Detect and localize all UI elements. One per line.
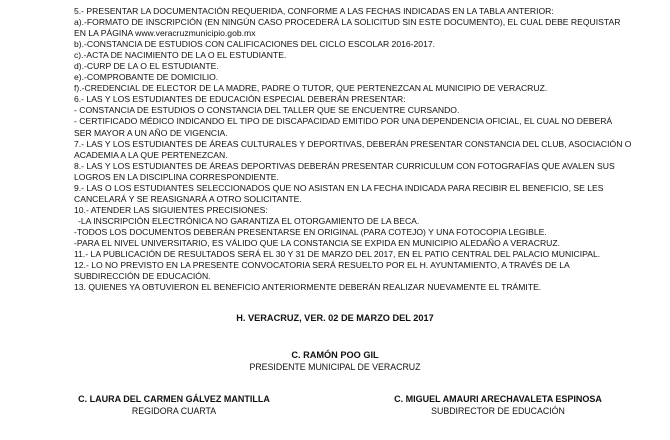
date-line: H. VERACRUZ, VER. 02 DE MARZO DEL 2017 bbox=[236, 313, 434, 323]
signatory-right-title: SUBDIRECTOR DE EDUCACIÓN bbox=[431, 406, 565, 416]
text-line: e).-COMPROBANTE DE DOMICILIO. bbox=[74, 72, 219, 83]
text-line: EN LA PÁGINA www.veracruzmunicipio.gob.mx bbox=[74, 28, 256, 39]
text-line: d).-CURP DE LA O EL ESTUDIANTE. bbox=[74, 61, 219, 72]
text-line: -TODOS LOS DOCUMENTOS DEBERÁN PRESENTARSE EN ORIGINAL (PARA COTEJO) Y UNA FOTOCOPIA LEGIBLE. bbox=[74, 226, 547, 237]
signatory-left-name: C. LAURA DEL CARMEN GÁLVEZ MANTILLA bbox=[78, 394, 270, 404]
president-title: PRESIDENTE MUNICIPAL DE VERACRUZ bbox=[249, 362, 421, 372]
text-line: 7.- LAS Y LOS ESTUDIANTES DE ÁREAS CULTURALES Y DEPORTIVAS, DEBERÁN PRESENTAR CONSTANCIA DEL CLUB, ASOCIACIÓN O bbox=[74, 138, 632, 149]
text-line: - CERTIFICADO MÉDICO INDICANDO EL TIPO DE DISCAPACIDAD EMITIDO POR UNA DEPENDENCIA OFICIAL, EL CUAL NO DEBERÁ bbox=[74, 116, 613, 127]
text-line: SER MAYOR A UN AÑO DE VIGENCIA. bbox=[74, 127, 228, 138]
text-line: ACADEMIA A LA QUE PERTENEZCAN. bbox=[74, 149, 228, 160]
text-line: 5.- PRESENTAR LA DOCUMENTACIÓN REQUERIDA, CONFORME A LAS FECHAS INDICADAS EN LA TABLA ANTERIOR: bbox=[74, 6, 554, 16]
text-line: 9.- LAS O LOS ESTUDIANTES SELECCIONADOS QUE NO ASISTAN EN LA FECHA INDICADA PARA RECIBIR EL BENEFICIO, SE LES bbox=[74, 182, 604, 193]
text-line: 11.- LA PUBLICACIÓN DE RESULTADOS SERÁ EL 30 Y 31 DE MARZO DEL 2017, EN EL PATIO CENTRAL DEL PALACIO MUNICIPAL. bbox=[74, 249, 601, 260]
text-line: LOGROS EN LA DISCIPLINA CORRESPONDIENTE. bbox=[74, 171, 279, 182]
text-line: b).-CONSTANCIA DE ESTUDIOS CON CALIFICACIONES DEL CICLO ESCOLAR 2016-2017. bbox=[74, 39, 436, 50]
requirements-list bbox=[74, 6, 634, 293]
text-line: 6.- LAS Y LOS ESTUDIANTES DE EDUCACIÓN ESPECIAL DEBERÁN PRESENTAR: bbox=[74, 94, 406, 105]
text-line: -PARA EL NIVEL UNIVERSITARIO, ES VÁLIDO QUE LA CONSTANCIA SE EXPIDA EN MUNICIPIO ALEDAÑO A VERACRUZ. bbox=[74, 237, 560, 248]
text-line: 8.- LAS Y LOS ESTUDIANTES DE ÁREAS DEPORTIVAS DEBERÁN PRESENTAR CURRICULUM CON FOTOGRAFÍAS QUE AVALEN SUS bbox=[74, 160, 615, 171]
text-line: f).-CREDENCIAL DE ELECTOR DE LA MADRE, PADRE O TUTOR, QUE PERTENEZCAN AL MUNICIPIO DE VERACRUZ. bbox=[74, 83, 548, 94]
text-line: c).-ACTA DE NACIMIENTO DE LA O EL ESTUDIANTE. bbox=[74, 50, 287, 61]
text-line: SUBDIRECCIÓN DE EDUCACIÓN. bbox=[74, 271, 211, 282]
text-line: a).-FORMATO DE INSCRIPCIÓN (EN NINGÚN CASO PROCEDERÁ LA SOLICITUD SIN ESTE DOCUMENTO), EL CUAL DEBE REQUISTAR bbox=[74, 17, 621, 28]
president-name: C. RAMÓN POO GIL bbox=[291, 350, 379, 360]
signatory-left-title: REGIDORA CUARTA bbox=[131, 406, 217, 416]
signatory-right-name: C. MIGUEL AMAURI ARECHAVALETA ESPINOSA bbox=[394, 394, 602, 404]
text-line: 10.- ATENDER LAS SIGUIENTES PRECISIONES: bbox=[74, 204, 268, 215]
text-line: 13. QUIENES YA OBTUVIERON EL BENEFICIO ANTERIORMENTE DEBERÁN REALIZAR NUEVAMENTE EL TRÁMITE. bbox=[74, 282, 542, 293]
text-line: CANCELARÁ Y SE REASIGNARÁ A OTRO SOLICITANTE. bbox=[74, 193, 302, 204]
text-line: 12.- LO NO PREVISTO EN LA PRESENTE CONVOCATORIA SERÁ RESUELTO POR EL H. AYUNTAMIENTO, A TRAVÉS DE LA bbox=[74, 260, 570, 271]
text-line: - CONSTANCIA DE ESTUDIOS O CONSTANCIA DEL TALLER QUE SE ENCUENTRE CURSANDO. bbox=[74, 105, 460, 116]
text-line: -LA INSCRIPCIÓN ELECTRÓNICA NO GARANTIZA EL OTORGAMIENTO DE LA BECA. bbox=[78, 215, 420, 226]
